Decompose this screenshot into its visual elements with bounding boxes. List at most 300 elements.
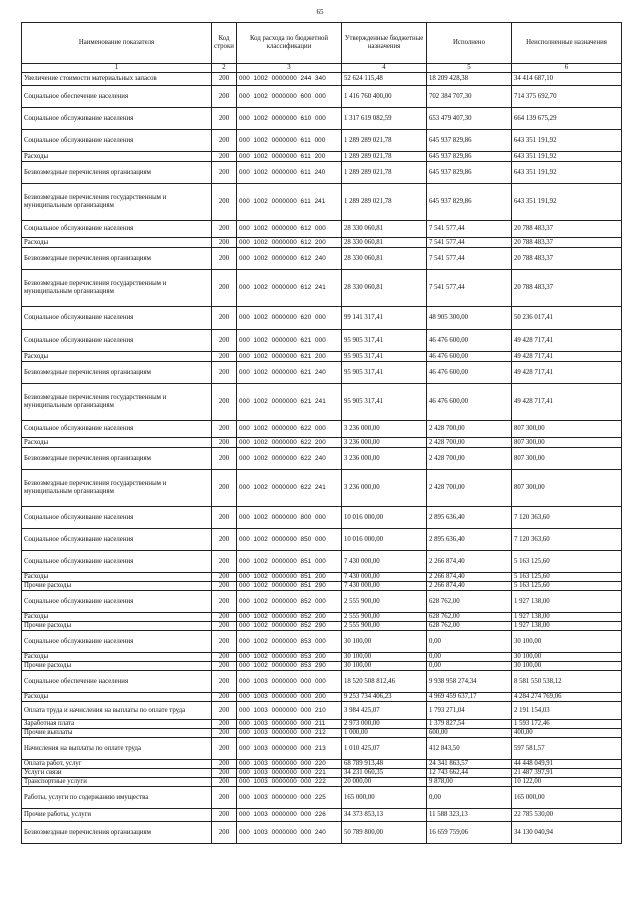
table-row <box>22 162 622 184</box>
column-number: 1 <box>22 64 212 73</box>
row-approved-amount: 30 100,00 <box>342 653 427 662</box>
row-approved-amount: 1 289 289 021,78 <box>342 184 427 221</box>
row-executed-amount: 628 762,00 <box>427 591 512 613</box>
row-line-code: 200 <box>212 162 237 184</box>
row-name: Начисления на выплаты по оплате труда <box>22 738 212 760</box>
row-expense-code: 000 1003 0000000 000 211 <box>237 720 342 729</box>
row-unexecuted-amount: 807 300,00 <box>512 421 622 438</box>
row-expense-code: 000 1003 0000000 000 213 <box>237 738 342 760</box>
table-row <box>22 760 622 769</box>
row-expense-code: 000 1002 0000000 611 000 <box>237 130 342 152</box>
row-unexecuted-amount: 643 351 191,92 <box>512 130 622 152</box>
row-approved-amount: 95 905 317,41 <box>342 362 427 384</box>
row-expense-code: 000 1002 0000000 621 241 <box>237 384 342 421</box>
row-expense-code: 000 1002 0000000 851 200 <box>237 573 342 582</box>
row-approved-amount: 34 231 060,35 <box>342 769 427 778</box>
row-name: Заработная плата <box>22 720 212 729</box>
row-line-code: 200 <box>212 573 237 582</box>
row-unexecuted-amount: 4 284 274 769,06 <box>512 693 622 702</box>
row-approved-amount: 28 330 060,81 <box>342 270 427 307</box>
row-approved-amount: 9 253 734 406,23 <box>342 693 427 702</box>
table-row <box>22 702 622 720</box>
row-executed-amount: 0,00 <box>427 787 512 809</box>
row-name: Прочие расходы <box>22 622 212 631</box>
row-approved-amount: 1 289 289 021,78 <box>342 152 427 162</box>
row-expense-code: 000 1002 0000000 600 000 <box>237 86 342 108</box>
table-row <box>22 438 622 448</box>
row-executed-amount: 11 588 323,13 <box>427 809 512 822</box>
row-line-code: 200 <box>212 238 237 248</box>
row-name: Социальное обеспечение населения <box>22 86 212 108</box>
row-unexecuted-amount: 807 300,00 <box>512 470 622 507</box>
row-name: Социальное обслуживание населения <box>22 631 212 653</box>
row-name: Социальное обслуживание населения <box>22 507 212 529</box>
row-line-code: 200 <box>212 662 237 671</box>
table-row <box>22 529 622 551</box>
row-approved-amount: 1 010 425,07 <box>342 738 427 760</box>
row-line-code: 200 <box>212 738 237 760</box>
row-executed-amount: 4 969 459 637,17 <box>427 693 512 702</box>
row-line-code: 200 <box>212 184 237 221</box>
row-approved-amount: 30 100,00 <box>342 662 427 671</box>
row-expense-code: 000 1002 0000000 612 000 <box>237 221 342 238</box>
column-number: 3 <box>237 64 342 73</box>
table-row <box>22 729 622 738</box>
row-unexecuted-amount: 30 100,00 <box>512 653 622 662</box>
column-number: 6 <box>512 64 622 73</box>
row-unexecuted-amount: 49 428 717,41 <box>512 384 622 421</box>
table-body <box>22 73 622 844</box>
header-name: Наименование показателя <box>22 23 212 64</box>
row-unexecuted-amount: 50 236 017,41 <box>512 307 622 330</box>
table-row <box>22 470 622 507</box>
table-row <box>22 738 622 760</box>
row-name: Прочие работы, услуги <box>22 809 212 822</box>
row-executed-amount: 2 428 700,00 <box>427 438 512 448</box>
row-line-code: 200 <box>212 653 237 662</box>
row-approved-amount: 2 555 900,00 <box>342 591 427 613</box>
row-line-code: 200 <box>212 384 237 421</box>
header-unexecuted: Неисполненные назначения <box>512 23 622 64</box>
row-expense-code: 000 1002 0000000 622 000 <box>237 421 342 438</box>
table-row <box>22 582 622 591</box>
row-executed-amount: 628 762,00 <box>427 622 512 631</box>
row-expense-code: 000 1002 0000000 852 200 <box>237 613 342 622</box>
row-expense-code: 000 1003 0000000 000 222 <box>237 778 342 787</box>
row-name: Социальное обслуживание населения <box>22 421 212 438</box>
row-unexecuted-amount: 7 120 363,60 <box>512 507 622 529</box>
row-line-code: 200 <box>212 362 237 384</box>
row-expense-code: 000 1002 0000000 244 340 <box>237 73 342 86</box>
row-name: Расходы <box>22 352 212 362</box>
table-row <box>22 653 622 662</box>
row-expense-code: 000 1002 0000000 611 241 <box>237 184 342 221</box>
row-name: Транспортные услуги <box>22 778 212 787</box>
row-line-code: 200 <box>212 438 237 448</box>
row-unexecuted-amount: 643 351 191,92 <box>512 162 622 184</box>
row-unexecuted-amount: 20 788 483,37 <box>512 270 622 307</box>
row-executed-amount: 2 266 874,40 <box>427 573 512 582</box>
row-unexecuted-amount: 10 122,00 <box>512 778 622 787</box>
row-unexecuted-amount: 34 130 040,94 <box>512 822 622 844</box>
row-line-code: 200 <box>212 622 237 631</box>
table-row <box>22 551 622 573</box>
row-executed-amount: 0,00 <box>427 631 512 653</box>
row-executed-amount: 0,00 <box>427 662 512 671</box>
row-approved-amount: 10 016 000,00 <box>342 507 427 529</box>
row-approved-amount: 50 789 800,00 <box>342 822 427 844</box>
row-executed-amount: 7 541 577,44 <box>427 270 512 307</box>
row-name: Социальное обслуживание населения <box>22 330 212 352</box>
row-line-code: 200 <box>212 822 237 844</box>
row-approved-amount: 3 236 000,00 <box>342 448 427 470</box>
row-approved-amount: 2 555 900,00 <box>342 622 427 631</box>
row-unexecuted-amount: 30 100,00 <box>512 662 622 671</box>
row-executed-amount: 16 659 759,06 <box>427 822 512 844</box>
row-expense-code: 000 1002 0000000 611 240 <box>237 162 342 184</box>
row-expense-code: 000 1002 0000000 850 000 <box>237 529 342 551</box>
row-name: Расходы <box>22 238 212 248</box>
table-row <box>22 307 622 330</box>
row-unexecuted-amount: 714 375 692,70 <box>512 86 622 108</box>
row-executed-amount: 24 341 863,57 <box>427 760 512 769</box>
row-expense-code: 000 1002 0000000 851 290 <box>237 582 342 591</box>
column-number: 5 <box>427 64 512 73</box>
row-executed-amount: 2 428 700,00 <box>427 448 512 470</box>
header-line-code: Код строки <box>212 23 237 64</box>
row-line-code: 200 <box>212 693 237 702</box>
row-name: Безвозмездные перечисления организациям <box>22 448 212 470</box>
row-executed-amount: 2 428 700,00 <box>427 421 512 438</box>
row-unexecuted-amount: 49 428 717,41 <box>512 330 622 352</box>
row-expense-code: 000 1002 0000000 621 240 <box>237 362 342 384</box>
row-line-code: 200 <box>212 529 237 551</box>
row-approved-amount: 1 289 289 021,78 <box>342 130 427 152</box>
row-line-code: 200 <box>212 591 237 613</box>
row-expense-code: 000 1002 0000000 611 200 <box>237 152 342 162</box>
row-approved-amount: 95 905 317,41 <box>342 352 427 362</box>
row-line-code: 200 <box>212 769 237 778</box>
row-executed-amount: 46 476 600,00 <box>427 352 512 362</box>
row-approved-amount: 52 624 115,48 <box>342 73 427 86</box>
row-unexecuted-amount: 20 788 483,37 <box>512 238 622 248</box>
table-row <box>22 184 622 221</box>
row-approved-amount: 2 555 900,00 <box>342 613 427 622</box>
row-name: Прочие выплаты <box>22 729 212 738</box>
row-name: Безвозмездные перечисления организациям <box>22 822 212 844</box>
table-row <box>22 73 622 86</box>
row-name: Безвозмездные перечисления государственным и муниципальным организациям <box>22 384 212 421</box>
row-expense-code: 000 1002 0000000 610 000 <box>237 108 342 130</box>
row-expense-code: 000 1002 0000000 622 241 <box>237 470 342 507</box>
table-row <box>22 573 622 582</box>
row-line-code: 200 <box>212 787 237 809</box>
row-line-code: 200 <box>212 613 237 622</box>
row-executed-amount: 2 266 874,40 <box>427 582 512 591</box>
table-row <box>22 448 622 470</box>
row-expense-code: 000 1003 0000000 000 210 <box>237 702 342 720</box>
row-approved-amount: 28 330 060,81 <box>342 221 427 238</box>
table-row <box>22 507 622 529</box>
row-executed-amount: 2 428 700,00 <box>427 470 512 507</box>
row-expense-code: 000 1002 0000000 612 240 <box>237 248 342 270</box>
table-row <box>22 809 622 822</box>
row-approved-amount: 165 000,00 <box>342 787 427 809</box>
row-name: Социальное обслуживание населения <box>22 551 212 573</box>
row-approved-amount: 68 789 913,48 <box>342 760 427 769</box>
row-expense-code: 000 1002 0000000 622 240 <box>237 448 342 470</box>
table-row <box>22 152 622 162</box>
row-expense-code: 000 1003 0000000 000 212 <box>237 729 342 738</box>
row-expense-code: 000 1003 0000000 000 240 <box>237 822 342 844</box>
row-line-code: 200 <box>212 73 237 86</box>
row-line-code: 200 <box>212 631 237 653</box>
row-approved-amount: 1 317 619 082,59 <box>342 108 427 130</box>
row-name: Социальное обслуживание населения <box>22 130 212 152</box>
table-row <box>22 330 622 352</box>
row-line-code: 200 <box>212 507 237 529</box>
table-row <box>22 362 622 384</box>
row-line-code: 200 <box>212 307 237 330</box>
row-approved-amount: 1 416 760 400,00 <box>342 86 427 108</box>
row-name: Оплата труда и начисления на выплаты по оплате труда <box>22 702 212 720</box>
row-executed-amount: 702 384 707,30 <box>427 86 512 108</box>
row-executed-amount: 653 479 407,30 <box>427 108 512 130</box>
row-name: Расходы <box>22 653 212 662</box>
table-row <box>22 671 622 693</box>
row-executed-amount: 9 878,00 <box>427 778 512 787</box>
row-line-code: 200 <box>212 470 237 507</box>
row-unexecuted-amount: 400,00 <box>512 729 622 738</box>
row-line-code: 200 <box>212 152 237 162</box>
row-approved-amount: 2 973 000,00 <box>342 720 427 729</box>
row-unexecuted-amount: 5 163 125,60 <box>512 551 622 573</box>
row-executed-amount: 645 937 829,86 <box>427 184 512 221</box>
row-expense-code: 000 1002 0000000 853 000 <box>237 631 342 653</box>
table-row <box>22 631 622 653</box>
row-unexecuted-amount: 49 428 717,41 <box>512 362 622 384</box>
row-name: Прочие расходы <box>22 582 212 591</box>
row-line-code: 200 <box>212 729 237 738</box>
header-approved: Утвержденные бюджетные назначения <box>342 23 427 64</box>
row-unexecuted-amount: 1 593 172,46 <box>512 720 622 729</box>
row-executed-amount: 600,00 <box>427 729 512 738</box>
row-name: Работы, услуги по содержанию имущества <box>22 787 212 809</box>
table-row <box>22 693 622 702</box>
row-approved-amount: 95 905 317,41 <box>342 330 427 352</box>
row-name: Социальное обслуживание населения <box>22 221 212 238</box>
row-unexecuted-amount: 643 351 191,92 <box>512 184 622 221</box>
row-executed-amount: 0,00 <box>427 653 512 662</box>
row-expense-code: 000 1002 0000000 851 000 <box>237 551 342 573</box>
row-name: Безвозмездные перечисления государственным и муниципальным организациям <box>22 470 212 507</box>
column-number: 2 <box>212 64 237 73</box>
row-unexecuted-amount: 2 191 154,03 <box>512 702 622 720</box>
budget-execution-table <box>21 22 622 844</box>
row-executed-amount: 7 541 577,44 <box>427 248 512 270</box>
row-unexecuted-amount: 5 163 125,60 <box>512 582 622 591</box>
row-unexecuted-amount: 22 785 530,00 <box>512 809 622 822</box>
row-unexecuted-amount: 8 581 550 538,12 <box>512 671 622 693</box>
column-number-row <box>22 64 622 73</box>
row-line-code: 200 <box>212 702 237 720</box>
row-approved-amount: 20 000,00 <box>342 778 427 787</box>
row-approved-amount: 1 000,00 <box>342 729 427 738</box>
row-unexecuted-amount: 20 788 483,37 <box>512 248 622 270</box>
row-line-code: 200 <box>212 130 237 152</box>
row-name: Услуги связи <box>22 769 212 778</box>
row-line-code: 200 <box>212 248 237 270</box>
row-unexecuted-amount: 1 927 138,00 <box>512 622 622 631</box>
row-executed-amount: 645 937 829,86 <box>427 130 512 152</box>
row-unexecuted-amount: 30 100,00 <box>512 631 622 653</box>
row-approved-amount: 3 984 425,07 <box>342 702 427 720</box>
row-expense-code: 000 1002 0000000 612 241 <box>237 270 342 307</box>
row-approved-amount: 95 905 317,41 <box>342 384 427 421</box>
row-name: Оплата работ, услуг <box>22 760 212 769</box>
table-row <box>22 221 622 238</box>
table-row <box>22 622 622 631</box>
table-row <box>22 130 622 152</box>
row-executed-amount: 645 937 829,86 <box>427 162 512 184</box>
row-expense-code: 000 1002 0000000 853 200 <box>237 653 342 662</box>
row-executed-amount: 2 895 636,40 <box>427 529 512 551</box>
row-name: Безвозмездные перечисления организациям <box>22 362 212 384</box>
row-name: Социальное обслуживание населения <box>22 307 212 330</box>
table-row <box>22 769 622 778</box>
header-expense-code: Код расхода по бюджетной классификации <box>237 23 342 64</box>
table-row <box>22 421 622 438</box>
row-unexecuted-amount: 1 927 138,00 <box>512 591 622 613</box>
table-row <box>22 591 622 613</box>
row-expense-code: 000 1002 0000000 621 200 <box>237 352 342 362</box>
table-row <box>22 352 622 362</box>
row-name: Безвозмездные перечисления организациям <box>22 248 212 270</box>
table-row <box>22 238 622 248</box>
row-name: Расходы <box>22 438 212 448</box>
table-row <box>22 662 622 671</box>
row-unexecuted-amount: 643 351 191,92 <box>512 152 622 162</box>
row-line-code: 200 <box>212 330 237 352</box>
row-executed-amount: 2 266 874,40 <box>427 551 512 573</box>
row-line-code: 200 <box>212 221 237 238</box>
row-line-code: 200 <box>212 448 237 470</box>
header-row <box>22 23 622 64</box>
row-expense-code: 000 1002 0000000 800 000 <box>237 507 342 529</box>
row-unexecuted-amount: 21 487 397,91 <box>512 769 622 778</box>
row-executed-amount: 9 938 958 274,34 <box>427 671 512 693</box>
row-expense-code: 000 1003 0000000 000 220 <box>237 760 342 769</box>
row-name: Расходы <box>22 693 212 702</box>
row-executed-amount: 46 476 600,00 <box>427 330 512 352</box>
row-approved-amount: 10 016 000,00 <box>342 529 427 551</box>
row-name: Социальное обеспечение населения <box>22 671 212 693</box>
table-row <box>22 787 622 809</box>
row-approved-amount: 7 430 000,00 <box>342 573 427 582</box>
row-unexecuted-amount: 1 927 138,00 <box>512 613 622 622</box>
row-approved-amount: 3 236 000,00 <box>342 421 427 438</box>
row-name: Социальное обслуживание населения <box>22 108 212 130</box>
row-line-code: 200 <box>212 108 237 130</box>
row-expense-code: 000 1003 0000000 000 200 <box>237 693 342 702</box>
row-unexecuted-amount: 44 448 049,91 <box>512 760 622 769</box>
row-line-code: 200 <box>212 760 237 769</box>
row-expense-code: 000 1002 0000000 612 200 <box>237 238 342 248</box>
row-name: Социальное обслуживание населения <box>22 591 212 613</box>
table-row <box>22 613 622 622</box>
row-approved-amount: 99 141 317,41 <box>342 307 427 330</box>
row-approved-amount: 34 373 853,13 <box>342 809 427 822</box>
row-executed-amount: 2 895 636,40 <box>427 507 512 529</box>
row-expense-code: 000 1002 0000000 621 000 <box>237 330 342 352</box>
row-expense-code: 000 1003 0000000 000 226 <box>237 809 342 822</box>
row-line-code: 200 <box>212 720 237 729</box>
column-number: 4 <box>342 64 427 73</box>
row-name: Увеличение стоимости материальных запасов <box>22 73 212 86</box>
row-name: Социальное обслуживание населения <box>22 529 212 551</box>
row-line-code: 200 <box>212 582 237 591</box>
row-executed-amount: 46 476 600,00 <box>427 384 512 421</box>
row-executed-amount: 412 843,50 <box>427 738 512 760</box>
row-approved-amount: 30 100,00 <box>342 631 427 653</box>
row-approved-amount: 3 236 000,00 <box>342 470 427 507</box>
row-expense-code: 000 1003 0000000 000 225 <box>237 787 342 809</box>
row-executed-amount: 18 209 428,38 <box>427 73 512 86</box>
row-unexecuted-amount: 597 581,57 <box>512 738 622 760</box>
table-row <box>22 778 622 787</box>
row-name: Безвозмездные перечисления государственным и муниципальным организациям <box>22 270 212 307</box>
row-approved-amount: 1 289 289 021,78 <box>342 162 427 184</box>
row-unexecuted-amount: 20 788 483,37 <box>512 221 622 238</box>
row-expense-code: 000 1002 0000000 852 000 <box>237 591 342 613</box>
table-row <box>22 822 622 844</box>
row-unexecuted-amount: 49 428 717,41 <box>512 352 622 362</box>
page-number: 65 <box>316 8 324 16</box>
table-row <box>22 86 622 108</box>
row-name: Расходы <box>22 613 212 622</box>
row-approved-amount: 3 236 000,00 <box>342 438 427 448</box>
row-unexecuted-amount: 34 414 687,10 <box>512 73 622 86</box>
row-approved-amount: 18 520 508 812,46 <box>342 671 427 693</box>
row-line-code: 200 <box>212 551 237 573</box>
row-expense-code: 000 1003 0000000 000 000 <box>237 671 342 693</box>
row-executed-amount: 1 379 827,54 <box>427 720 512 729</box>
row-name: Расходы <box>22 573 212 582</box>
row-line-code: 200 <box>212 270 237 307</box>
row-name: Безвозмездные перечисления государственным и муниципальным организациям <box>22 184 212 221</box>
row-unexecuted-amount: 807 300,00 <box>512 448 622 470</box>
table-row <box>22 248 622 270</box>
row-expense-code: 000 1002 0000000 620 000 <box>237 307 342 330</box>
row-executed-amount: 7 541 577,44 <box>427 238 512 248</box>
row-expense-code: 000 1003 0000000 000 221 <box>237 769 342 778</box>
row-executed-amount: 12 743 662,44 <box>427 769 512 778</box>
row-name: Прочие расходы <box>22 662 212 671</box>
row-line-code: 200 <box>212 671 237 693</box>
row-executed-amount: 628 762,00 <box>427 613 512 622</box>
row-unexecuted-amount: 664 139 675,29 <box>512 108 622 130</box>
header-executed: Исполнено <box>427 23 512 64</box>
row-expense-code: 000 1002 0000000 852 290 <box>237 622 342 631</box>
row-unexecuted-amount: 165 000,00 <box>512 787 622 809</box>
row-expense-code: 000 1002 0000000 622 200 <box>237 438 342 448</box>
row-executed-amount: 645 937 829,86 <box>427 152 512 162</box>
row-line-code: 200 <box>212 809 237 822</box>
table-row <box>22 270 622 307</box>
row-line-code: 200 <box>212 421 237 438</box>
row-executed-amount: 48 905 300,00 <box>427 307 512 330</box>
table-row <box>22 720 622 729</box>
